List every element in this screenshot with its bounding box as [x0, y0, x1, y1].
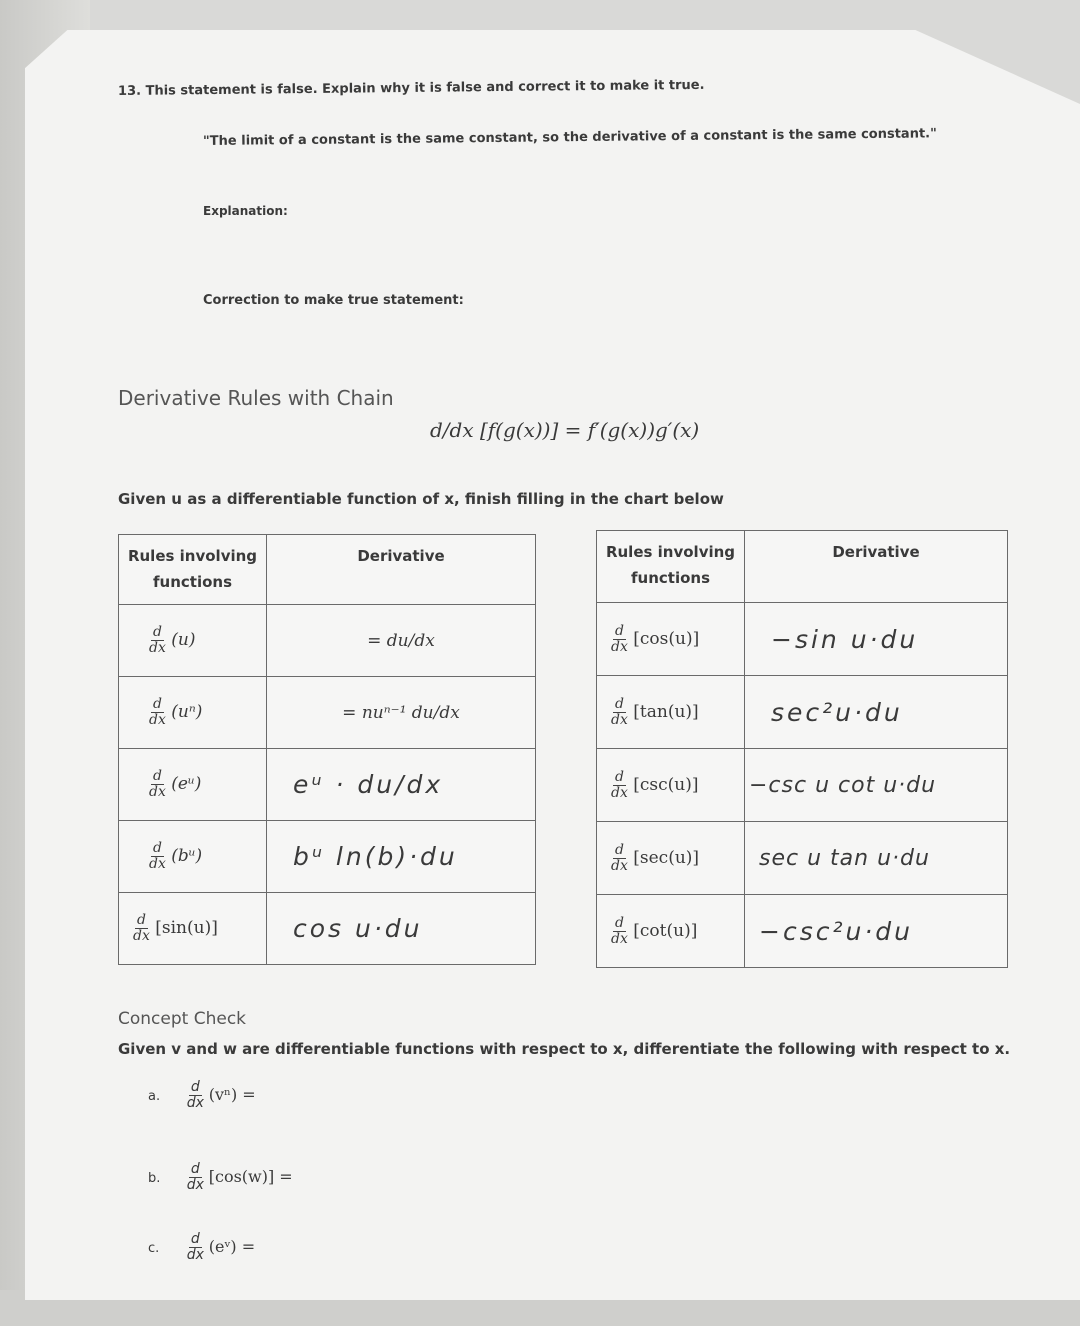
handwritten-answer: eᵘ · du/dx [267, 749, 536, 821]
table-row [597, 749, 1008, 822]
d-dx-operator: $\frac{d}{dx}$ [133, 912, 150, 944]
rule-expression: [tan(u)] [633, 701, 699, 722]
d-dx-operator: $\frac{d}{dx}$ [186, 1231, 204, 1263]
rule-expression: (u) [171, 630, 196, 650]
handwritten-answer: −sin u·du [745, 603, 1008, 676]
item-label: b. [148, 1171, 161, 1186]
right-rules-table [596, 530, 1008, 968]
section-title: Derivative Rules with Chain [118, 386, 394, 410]
table-row [119, 605, 536, 677]
d-dx-operator: $\frac{d}{dx}$ [611, 768, 628, 801]
concept-check-item-b [148, 1162, 293, 1193]
table-row [597, 895, 1008, 968]
header-derivative: Derivative [267, 535, 536, 605]
table-row [119, 677, 536, 749]
derivative-answer: = nuⁿ⁻¹ du/dx [267, 677, 536, 749]
rule-expression: [sec(u)] [633, 847, 700, 868]
d-dx-operator: $\frac{d}{dx}$ [611, 841, 628, 874]
false-statement: "The limit of a constant is the same constant, so the derivative of a constant is the same constant." [202, 126, 937, 149]
question-13-prompt: 13. This statement is false. Explain why it is false and correct it to make it true. [117, 77, 705, 99]
handwritten-answer: cos u·du [267, 893, 536, 965]
instruction-text: Given u as a differentiable function of x, finish filling in the chart below [118, 490, 724, 508]
rule-expression: (eᵘ) [171, 774, 202, 794]
derivative-answer: = du/dx [267, 605, 536, 677]
header-rules: Rules involving functions [597, 531, 745, 603]
item-expression: [cos(w)] = [208, 1167, 293, 1186]
table-row [119, 821, 536, 893]
item-expression: (vⁿ) = [208, 1085, 256, 1104]
concept-check-item-c [148, 1232, 255, 1263]
handwritten-answer: bᵘ ln(b)·du [267, 821, 536, 893]
rule-expression: [sin(u)] [155, 918, 218, 938]
table-row [597, 676, 1008, 749]
d-dx-operator: $\frac{d}{dx}$ [186, 1161, 204, 1193]
table-row [119, 749, 536, 821]
item-label: c. [148, 1241, 160, 1256]
explanation-label: Explanation: [203, 204, 288, 218]
d-dx-operator: $\frac{d}{dx}$ [149, 624, 166, 656]
rule-expression: (bᵘ) [171, 846, 203, 866]
concept-check-instruction: Given v and w are differentiable functions with respect to x, differentiate the following with respect to x. [118, 1040, 1011, 1058]
d-dx-operator: $\frac{d}{dx}$ [611, 914, 628, 947]
handwritten-answer: sec u tan u·du [745, 822, 1008, 895]
correction-label: Correction to make true statement: [203, 293, 464, 308]
item-expression: (eᵛ) = [208, 1237, 256, 1256]
table-row [597, 822, 1008, 895]
rule-expression: (uⁿ) [171, 702, 203, 722]
concept-check-title: Concept Check [118, 1009, 247, 1029]
handwritten-answer: −csc²u·du [745, 895, 1008, 968]
d-dx-operator: $\frac{d}{dx}$ [611, 622, 628, 655]
d-dx-operator: $\frac{d}{dx}$ [149, 768, 166, 800]
rule-expression: [cot(u)] [633, 920, 698, 941]
d-dx-operator: $\frac{d}{dx}$ [149, 840, 166, 872]
item-label: a. [148, 1089, 161, 1104]
d-dx-operator: $\frac{d}{dx}$ [186, 1079, 204, 1111]
handwritten-answer: −csc u cot u·du [745, 749, 1008, 822]
d-dx-operator: $\frac{d}{dx}$ [149, 696, 166, 728]
handwritten-answer: sec²u·du [745, 676, 1008, 749]
concept-check-item-a [148, 1080, 256, 1111]
left-rules-table [118, 534, 536, 965]
header-derivative: Derivative [745, 531, 1008, 603]
rule-expression: [cos(u)] [633, 628, 700, 649]
rule-expression: [csc(u)] [633, 774, 699, 795]
chain-rule-formula: d/dx [f(g(x))] = f′(g(x))g′(x) [430, 418, 700, 442]
header-rules: Rules involving functions [119, 535, 267, 605]
d-dx-operator: $\frac{d}{dx}$ [611, 695, 628, 728]
table-row [119, 893, 536, 965]
table-row [597, 603, 1008, 676]
